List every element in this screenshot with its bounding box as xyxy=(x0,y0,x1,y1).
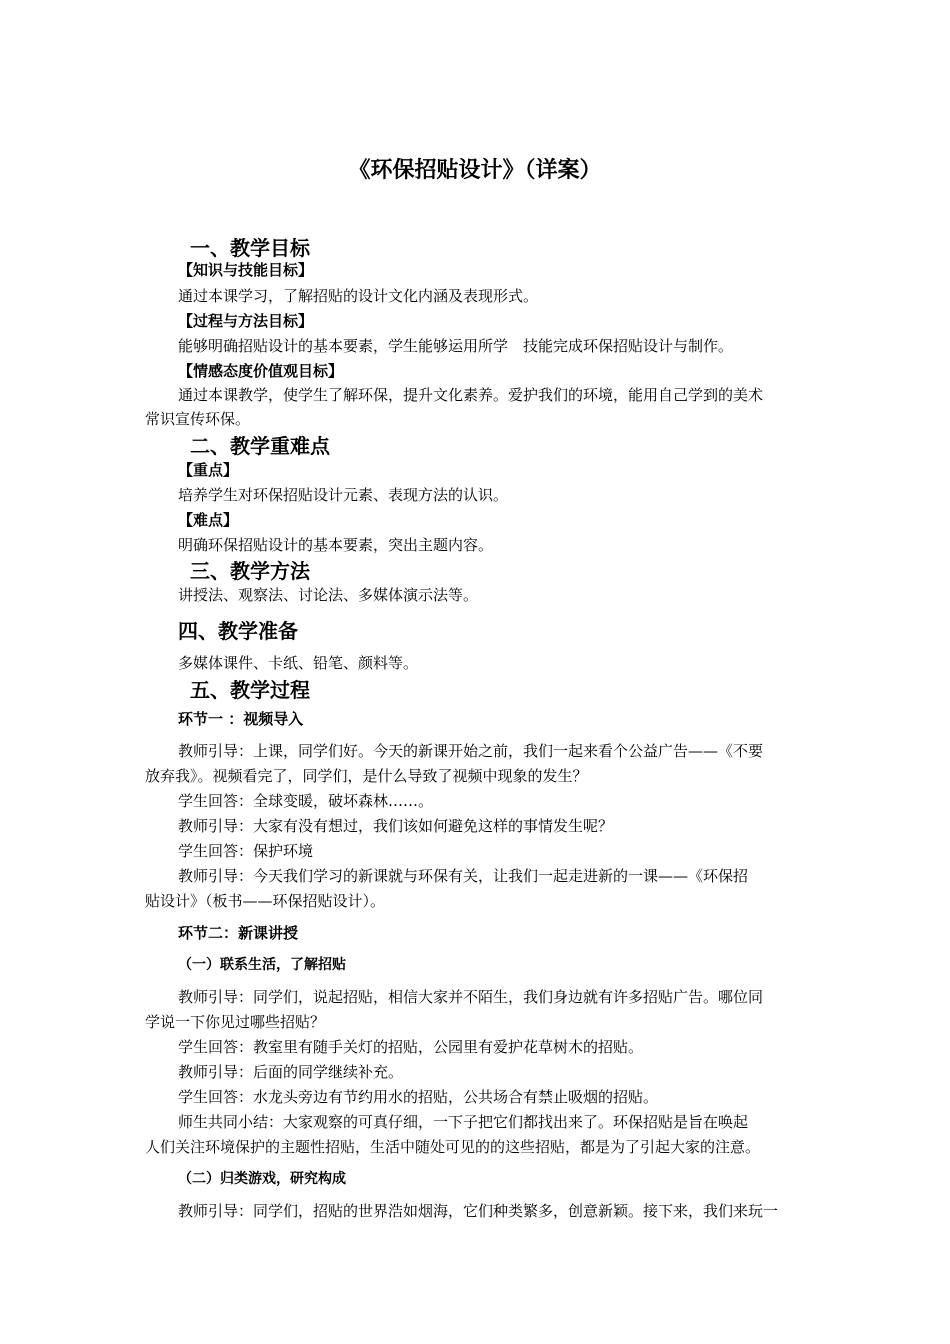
paragraph: 学生回答：全球变暖，破坏森林……。 xyxy=(178,792,434,810)
paragraph: 教师引导：后面的同学继续补充。 xyxy=(178,1063,404,1081)
section-heading-methods: 三、教学方法 xyxy=(190,559,310,583)
paragraph: 学说一下你见过哪些招贴？ xyxy=(145,1013,326,1031)
paragraph: 人们关注环境保护的主题性招贴，生活中随处可见的的这些招贴，都是为了引起大家的注意。 xyxy=(145,1138,761,1156)
paragraph: 常识宣传环保。 xyxy=(145,410,251,428)
paragraph: 多媒体课件、卡纸、铅笔、颜料等。 xyxy=(178,654,419,672)
subsection-heading-life: （一）联系生活，了解招贴 xyxy=(178,957,346,973)
paragraph: 能够明确招贴设计的基本要素，学生能够运用所学 技能完成环保招贴设计与制作。 xyxy=(178,337,734,355)
subheading-difficult: 【难点】 xyxy=(178,511,239,529)
paragraph: 师生共同小结：大家观察的可真仔细，一下子把它们都找出来了。环保招贴是旨在唤起 xyxy=(178,1113,749,1131)
paragraph: 教师引导：上课，同学们好。今天的新课开始之前，我们一起来看个公益广告——《不要 xyxy=(178,742,764,760)
section-heading-preparation: 四、教学准备 xyxy=(178,619,298,643)
step-heading-new-lesson: 环节二：新课讲授 xyxy=(178,924,299,942)
section-heading-objectives: 一、教学目标 xyxy=(190,236,310,260)
paragraph: 教师引导：同学们，招贴的世界浩如烟海，它们种类繁多，创意新颖。接下来，我们来玩一 xyxy=(178,1202,779,1220)
paragraph: 放弃我》。视频看完了，同学们，是什么导致了视频中现象的发生？ xyxy=(145,767,588,785)
paragraph: 教师引导：今天我们学习的新课就与环保有关，让我们一起走进新的一课——《环保招 xyxy=(178,867,749,885)
section-heading-key-points: 二、教学重难点 xyxy=(190,434,330,458)
subheading-knowledge-skills: 【知识与技能目标】 xyxy=(178,261,314,279)
paragraph: 明确环保招贴设计的基本要素，突出主题内容。 xyxy=(178,536,494,554)
section-heading-process: 五、教学过程 xyxy=(190,678,310,702)
paragraph: 讲授法、观察法、讨论法、多媒体演示法等。 xyxy=(178,586,479,604)
subheading-emotion-values: 【情感态度价值观目标】 xyxy=(178,362,344,380)
paragraph: 学生回答：教室里有随手关灯的招贴，公园里有爱护花草树木的招贴。 xyxy=(178,1038,644,1056)
paragraph: 教师引导：同学们，说起招贴，相信大家并不陌生，我们身边就有许多招贴广告。哪位同 xyxy=(178,988,764,1006)
paragraph: 学生回答：保护环境 xyxy=(178,842,314,860)
paragraph: 教师引导：大家有没有想过，我们该如何避免这样的事情发生呢？ xyxy=(178,817,614,835)
subheading-key: 【重点】 xyxy=(178,461,239,479)
step-heading-video-intro: 环节一 ：视频导入 xyxy=(178,710,304,728)
paragraph: 贴设计》（板书——环保招贴设计）。 xyxy=(145,892,386,910)
paragraph: 学生回答：水龙头旁边有节约用水的招贴，公共场合有禁止吸烟的招贴。 xyxy=(178,1088,659,1106)
paragraph: 通过本课学习，了解招贴的设计文化内涵及表现形式。 xyxy=(178,287,539,305)
document-title: 《环保招贴设计》（详案） xyxy=(348,158,602,183)
subsection-heading-game: （二）归类游戏，研究构成 xyxy=(178,1171,346,1187)
paragraph: 培养学生对环保招贴设计元素、表现方法的认识。 xyxy=(178,486,509,504)
paragraph: 通过本课教学，使学生了解环保，提升文化素养。爱护我们的环境，能用自己学到的美术 xyxy=(178,386,764,404)
subheading-process-method: 【过程与方法目标】 xyxy=(178,312,314,330)
